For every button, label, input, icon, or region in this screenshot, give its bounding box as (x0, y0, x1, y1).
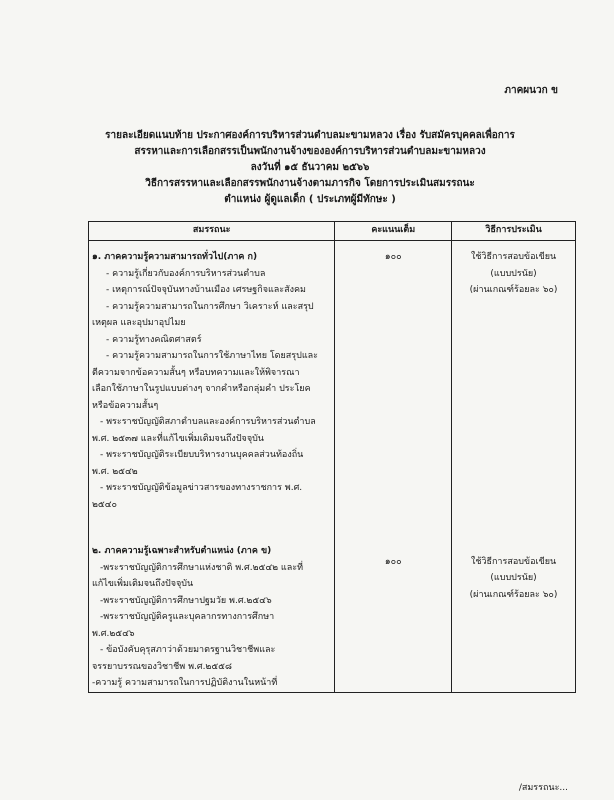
header-line-5: ตำแหน่ง ผู้ดูแลเด็ก ( ประเภทผู้มีทักษะ ) (224, 194, 396, 205)
list-item: -พระราชบัญญัติการศึกษาแห่งชาติ พ.ศ.๒๕๔๒ และที่ (100, 562, 304, 573)
table-row (89, 241, 576, 693)
list-item: พ.ศ.๒๕๔๖ (92, 628, 135, 639)
header-line-3: ลงวันที่ ๑๕ ธันวาคม ๒๕๖๖ (250, 162, 370, 173)
continuation-note: /สมรรถนะ... (518, 783, 568, 793)
assessment-table (88, 221, 576, 693)
column-header-full-score: คะแนนเต็ม (335, 222, 452, 241)
column-header-method: วิธีการประเมิน (452, 222, 576, 241)
header-line-2: สรรหาและการเลือกสรรเป็นพนักงานจ้างขององค์การบริหารส่วนตำบลมะขามหลวง (134, 146, 486, 157)
list-item: - ความรู้ทางคณิตศาสตร์ (106, 334, 202, 345)
list-item: -ความรู้ ความสามารถในการปฏิบัติงานในหน้าที่ (92, 678, 278, 688)
full-score-value: ๑๐๐ (384, 556, 402, 567)
list-item: - พระราชบัญญัติระเบียบบริหารงานบุคคลส่วนท้องถิ่น (100, 450, 304, 460)
list-item: ๒๕๔๐ (92, 499, 118, 510)
method-line: ใช้วิธีการสอบข้อเขียน (470, 252, 557, 262)
section-spacer (92, 513, 331, 535)
method-gap (455, 299, 572, 546)
section-title: ๑. ภาคความรู้ความสามารถทั่วไป(ภาค ก) (92, 252, 258, 262)
score-gap (338, 266, 448, 546)
list-item: หรือข้อความสั้นๆ (92, 400, 159, 411)
annex-label: ภาคผนวก ข (504, 85, 558, 96)
list-item: - ความรู้เกี่ยวกับองค์การบริหารส่วนตำบล (106, 268, 266, 279)
method-line: (แบบปรนัย) (490, 573, 537, 583)
header-line-1: รายละเอียดแนบท้าย ประกาศองค์การบริหารส่วนตำบลมะขามหลวง เรื่อง รับสมัครบุคคลเพื่อการ (105, 130, 515, 141)
list-item: ตีความจากข้อความสั้นๆ หรือบทความและให้พิจารณา (92, 367, 300, 378)
list-item: แก้ไขเพิ่มเติมจนถึงปัจจุบัน (92, 579, 194, 589)
document-header (40, 128, 580, 208)
score-cell (335, 241, 452, 693)
list-item: -พระราชบัญญัติการศึกษาปฐมวัย พ.ศ.๒๕๔๖ (100, 595, 272, 606)
list-item: -พระราชบัญญัติครูและบุคลากรทางการศึกษา (100, 612, 275, 622)
list-item: - พระราชบัญญัติข้อมูลข่าวสารของทางราชการ พ.ศ. (100, 483, 303, 493)
list-item: - ข้อบังคับคุรุสภาว่าด้วยมาตรฐานวิชาชีพและ (100, 645, 276, 655)
method-cell (452, 241, 576, 693)
column-header-competency: สมรรถนะ (89, 222, 335, 241)
method-line: (ผ่านเกณฑ์ร้อยละ ๖๐) (469, 285, 558, 295)
list-item: เลือกใช้ภาษาในรูปแบบต่างๆ จากคำหรือกลุ่มคำ ประโยค (92, 384, 311, 394)
list-item: พ.ศ. ๒๕๓๗ และที่แก้ไขเพิ่มเติมจนถึงปัจจุบัน (92, 433, 264, 444)
assessment-method (455, 546, 572, 604)
section-title: ๒. ภาคความรู้เฉพาะสำหรับตำแหน่ง (ภาค ข) (92, 546, 272, 556)
list-item: พ.ศ. ๒๕๔๒ (92, 466, 138, 477)
method-line: ใช้วิธีการสอบข้อเขียน (470, 556, 557, 567)
list-item: - เหตุการณ์ปัจจุบันทางบ้านเมือง เศรษฐกิจและสังคม (106, 285, 306, 295)
competency-cell (89, 241, 335, 693)
method-line: (ผ่านเกณฑ์ร้อยละ ๖๐) (469, 589, 558, 600)
method-line: (แบบปรนัย) (490, 268, 537, 279)
full-score-value: ๑๐๐ (384, 252, 402, 262)
list-item: - พระราชบัญญัติสภาตำบลและองค์การบริหารส่วนตำบล (100, 417, 316, 427)
header-line-4: วิธีการสรรหาและเลือกสรรพนักงานจ้างตามภารกิจ โดยการประเมินสมรรถนะ (145, 178, 475, 189)
list-item: - ความรู้ความสามารถในการใช้ภาษาไทย โดยสรุปและ (106, 351, 318, 361)
assessment-method (455, 241, 572, 299)
table-header-row (89, 222, 576, 241)
list-item: จรรยาบรรณของวิชาชีพ พ.ศ.๒๕๕๘ (92, 661, 232, 672)
list-item: - ความรู้ความสามารถในการศึกษา วิเคราะห์ และสรุป (106, 301, 314, 312)
list-item: เหตุผล และอุปมาอุปไมย (92, 318, 186, 328)
